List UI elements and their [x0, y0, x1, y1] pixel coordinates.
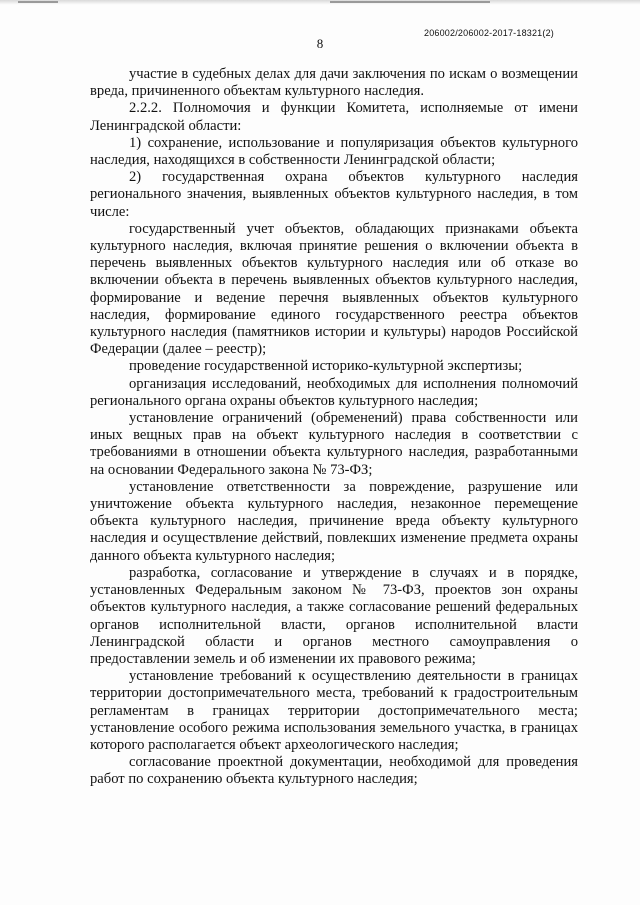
paragraph: установление ответственности за повреждение, разрушение или уничтожение объекта культурного наследия, незаконное перемещение объекта культурного наследия, причинение вреда объекту культурного наследия и осуществление действий, повлекших изменение предмета охраны данного объекта культурного наследия; — [90, 478, 578, 564]
document-id: 206002/206002-2017-18321(2) — [423, 28, 554, 38]
scan-top-edge — [0, 0, 640, 5]
paragraph: разработка, согласование и утверждение в случаях и в порядке, установленных Федеральным законом № 73-ФЗ, проектов зон охраны объектов культурного наследия, а также согласование решений федеральных органов исполнительной власти, органов исполнительной власти Ленинградской области и органов местного самоуправления о предоставлении земель и об изменении их правового режима; — [90, 564, 578, 667]
document-body — [90, 66, 578, 789]
paragraph: организация исследований, необходимых для исполнения полномочий регионального органа охраны объектов культурного наследия; — [90, 375, 578, 409]
paragraph: установление ограничений (обременений) права собственности или иных вещных прав на объект культурного наследия в соответствии с требованиями в отношении объекта культурного наследия, разработанными на основании Федерального закона № 73-ФЗ; — [90, 410, 578, 478]
page-number: 8 — [316, 36, 324, 51]
paragraph: участие в судебных делах для дачи заключения по искам о возмещении вреда, причиненного объектам культурного наследия. — [90, 66, 578, 100]
scan-artifact — [18, 1, 58, 3]
scan-artifact — [330, 1, 490, 3]
paragraph: 2) государственная охрана объектов культурного наследия регионального значения, выявленных объектов культурного наследия, в том числе: — [90, 169, 578, 220]
paragraph: проведение государственной историко-культурной экспертизы; — [129, 358, 523, 375]
paragraph: 2.2.2. Полномочия и функции Комитета, исполняемые от имени Ленинградской области: — [90, 100, 578, 134]
paragraph: государственный учет объектов, обладающих признаками объекта культурного наследия, включая принятие решения о включении объекта в перечень выявленных объектов культурного наследия или об отказе во включении объекта в перечень выявленных объектов культурного наследия, формирование и ведение перечня выявленных объектов культурного наследия, формирование единого государственного реестра объектов культурного наследия (памятников истории и культуры) народов Российской Федерации (далее – реестр); — [90, 220, 578, 358]
paragraph: 1) сохранение, использование и популяризация объектов культурного наследия, находящихся в собственности Ленинградской области; — [90, 134, 578, 169]
paragraph: согласование проектной документации, необходимой для проведения работ по сохранению объекта культурного наследия; — [90, 754, 578, 788]
paragraph: установление требований к осуществлению деятельности в границах территории достопримечательного места, требований к градостроительным регламентам в границах территории достопримечательного места; установление особого режима использования земельного участка, в границах которого располагается объект археологического наследия; — [90, 668, 578, 753]
